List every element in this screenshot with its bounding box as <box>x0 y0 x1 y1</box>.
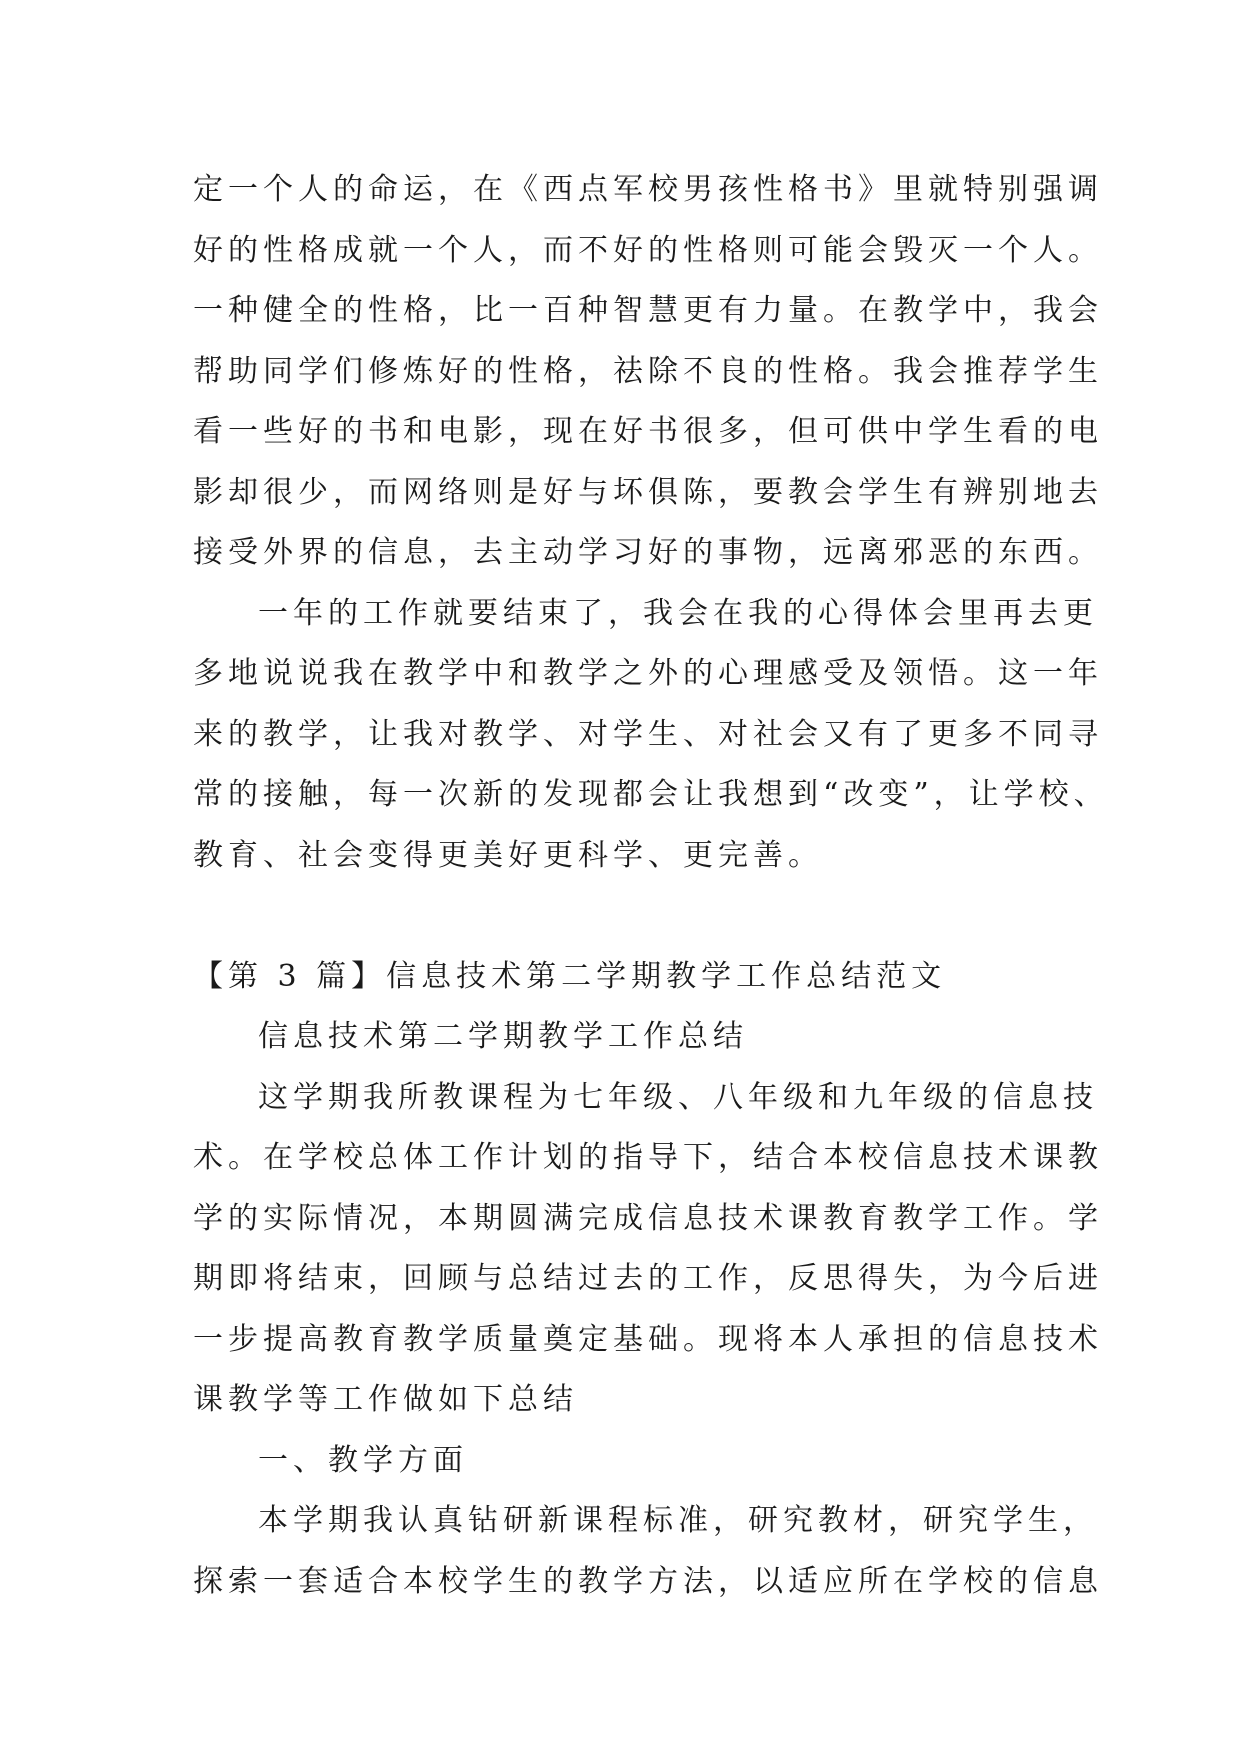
paragraph-start-line: 本学期我认真钻研新课程标准，研究教材，研究学生， <box>258 1503 1098 1538</box>
text-line: 探索一套适合本校学生的教学方法，以适应所在学校的信息 <box>193 1563 1103 1599</box>
text-line: 多地说说我在教学中和教学之外的心理感受及领悟。这一年 <box>193 656 1103 691</box>
section-spacer <box>193 886 1073 947</box>
text-line: 接受外界的信息，去主动学习好的事物，远离邪恶的东西。 <box>193 535 1103 570</box>
text-line: 课教学等工作做如下总结 <box>193 1382 578 1417</box>
text-line: 看一些好的书和电影，现在好书很多，但可供中学生看的电 <box>193 414 1103 449</box>
paragraph-start-line: 一年的工作就要结束了，我会在我的心得体会里再去更 <box>258 595 1098 631</box>
text-line: 学的实际情况，本期圆满完成信息技术课教育教学工作。学 <box>193 1200 1103 1236</box>
text-line: 术。在学校总体工作计划的指导下，结合本校信息技术课教 <box>193 1140 1103 1175</box>
paragraph-start-line: 这学期我所教课程为七年级、八年级和九年级的信息技 <box>258 1079 1098 1115</box>
text-line: 定一个人的命运，在《西点军校男孩性格书》里就特别强调 <box>193 172 1103 207</box>
document-body <box>193 160 1109 1612</box>
subsection-heading: 一、教学方面 <box>258 1442 468 1478</box>
text-line: 来的教学，让我对教学、对学生、对社会又有了更多不同寻 <box>193 716 1103 752</box>
text-line: 一种健全的性格，比一百种智慧更有力量。在教学中，我会 <box>193 293 1103 328</box>
text-line: 好的性格成就一个人，而不好的性格则可能会毁灭一个人。 <box>193 232 1103 268</box>
text-line: 教育、社会变得更美好更科学、更完善。 <box>193 837 823 873</box>
text-line: 一步提高教育教学质量奠定基础。现将本人承担的信息技术 <box>193 1321 1103 1357</box>
article-title: 信息技术第二学期教学工作总结 <box>258 1019 748 1054</box>
text-line: 常的接触，每一次新的发现都会让我想到“改变”，让学校、 <box>193 777 1109 812</box>
text-line: 影却很少，而网络则是好与坏俱陈，要教会学生有辨别地去 <box>193 474 1103 510</box>
text-line: 帮助同学们修炼好的性格，祛除不良的性格。我会推荐学生 <box>193 353 1103 389</box>
section-heading: 【第 3 篇】信息技术第二学期教学工作总结范文 <box>193 958 947 994</box>
text-line: 期即将结束，回顾与总结过去的工作，反思得失，为今后进 <box>193 1261 1103 1296</box>
